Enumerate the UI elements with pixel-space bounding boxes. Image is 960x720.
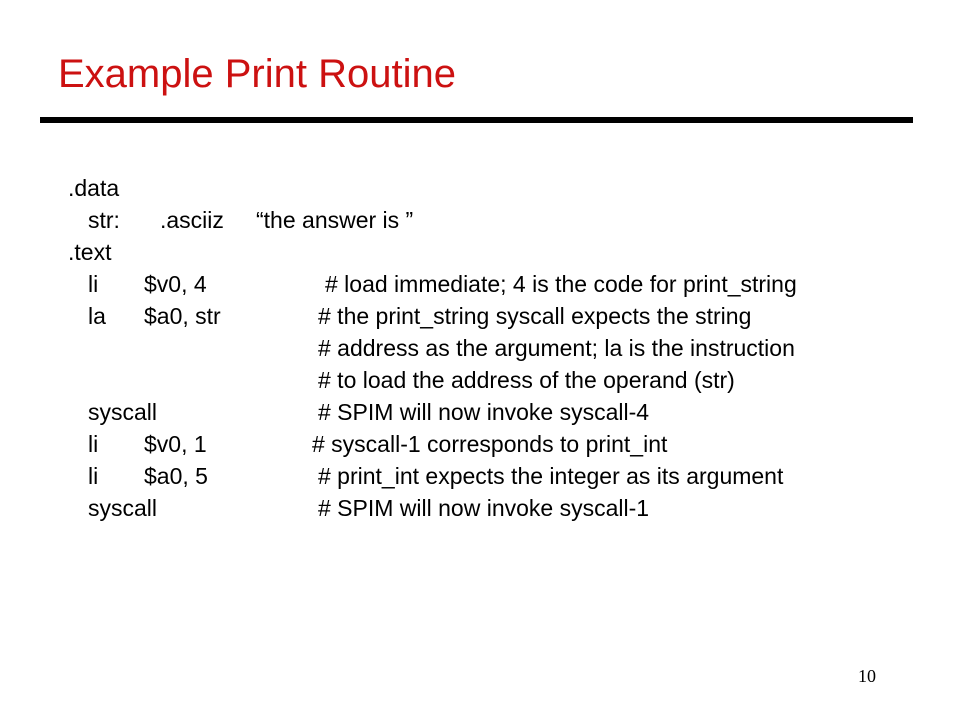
instr-op: li	[88, 463, 99, 489]
instr-comment: # syscall-1 corresponds to print_int	[312, 431, 668, 457]
comment-continuation: # address as the argument; la is the instruction	[318, 335, 795, 361]
str-label: str:	[88, 207, 120, 233]
instr-args: $a0, 5	[144, 463, 208, 489]
instr-args: $v0, 1	[144, 431, 207, 457]
data-directive: .data	[68, 175, 120, 201]
instr-op: li	[88, 431, 99, 457]
instr-args: $v0, 4	[144, 271, 207, 297]
asciiz-value: “the answer is ”	[256, 207, 414, 233]
page-number: 10	[858, 666, 876, 686]
instr-comment: # print_int expects the integer as its argument	[318, 463, 784, 489]
instr-comment: # the print_string syscall expects the string	[318, 303, 752, 329]
slide-title: Example Print Routine	[58, 52, 456, 96]
instr-op: syscall	[88, 495, 158, 521]
instr-comment: # SPIM will now invoke syscall-1	[318, 495, 650, 521]
comment-continuation: # to load the address of the operand (str)	[318, 367, 735, 393]
instr-comment: # SPIM will now invoke syscall-4	[318, 399, 650, 425]
asciiz-directive: .asciiz	[160, 207, 224, 233]
instr-op: syscall	[88, 399, 158, 425]
instr-op: la	[88, 303, 106, 329]
instr-args: $a0, str	[144, 303, 221, 329]
instr-comment: # load immediate; 4 is the code for print_string	[325, 271, 797, 297]
instr-op: li	[88, 271, 99, 297]
text-directive: .text	[68, 239, 112, 265]
